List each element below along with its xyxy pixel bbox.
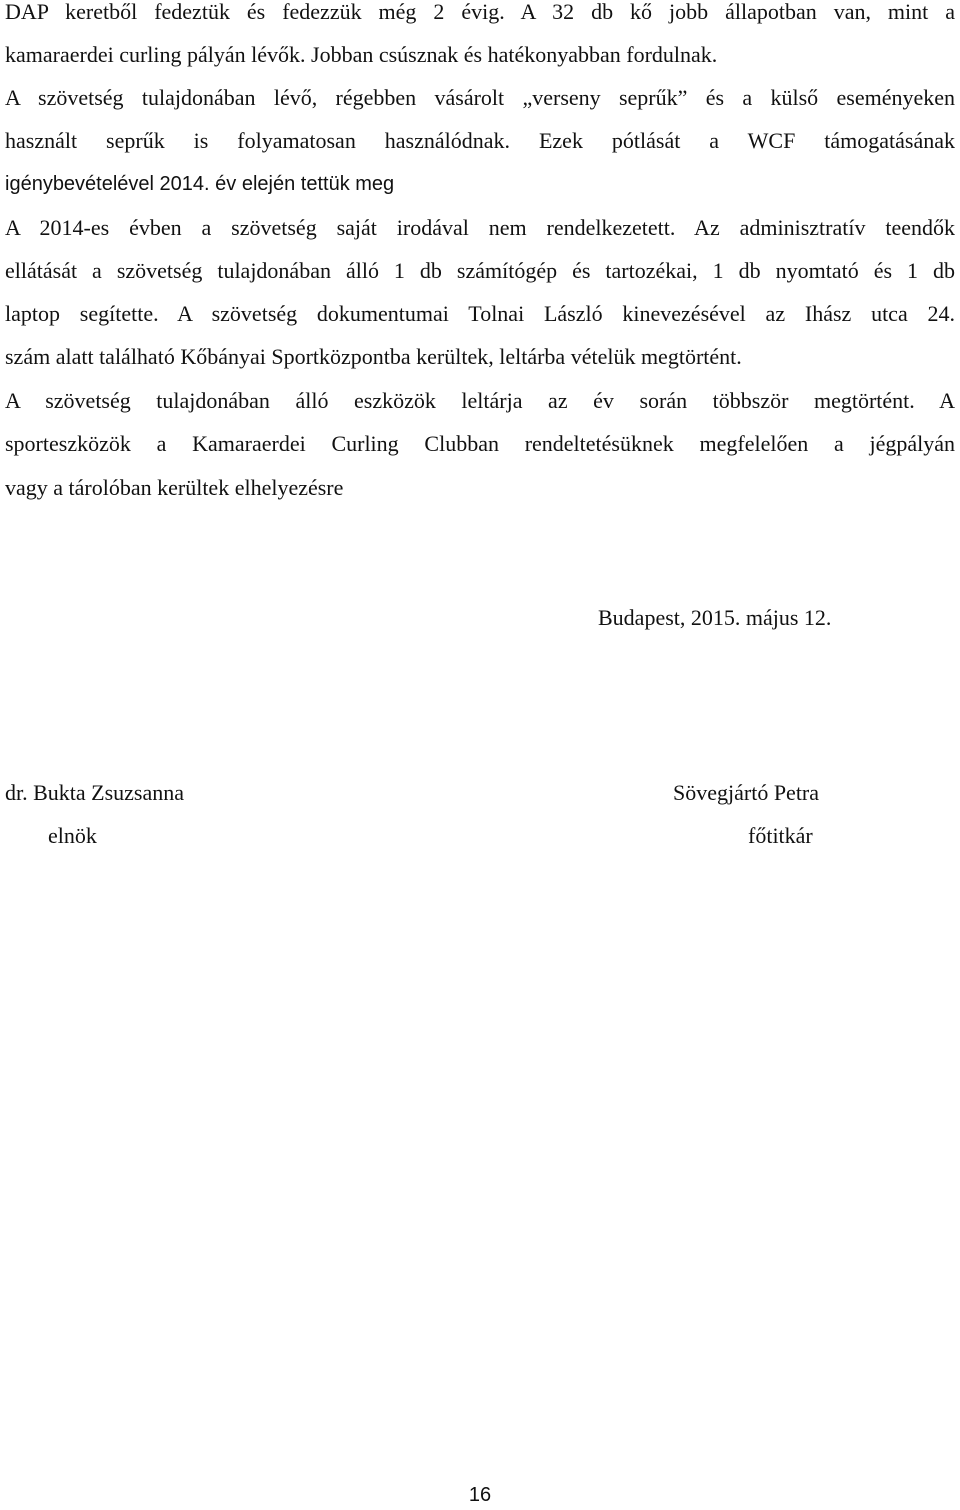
page-number: 16	[468, 1484, 492, 1506]
body-line-1: DAP keretből fedeztük és fedezzük még 2 évig. A 32 db kő jobb állapotban van, mint a	[5, 0, 955, 24]
body-line-12: vagy a tárolóban kerültek elhelyezésre	[5, 475, 344, 500]
body-line-9: szám alatt található Kőbányai Sportközpontba kerültek, leltárba vételük megtörtént.	[5, 344, 742, 369]
body-line-6: A 2014-es évben a szövetség saját irodával nem rendelkezetett. Az adminisztratív teendők	[5, 215, 955, 240]
signature-left-name: dr. Bukta Zsuzsanna	[5, 780, 185, 805]
body-line-10: A szövetség tulajdonában álló eszközök leltárja az év során többször megtörtént. A	[5, 388, 955, 413]
signature-right-name: Sövegjártó Petra	[673, 780, 820, 805]
signature-right-role: főtitkár	[748, 823, 813, 848]
signature-left-role: elnök	[48, 823, 97, 848]
body-line-4: használt seprűk is folyamatosan használódnak. Ezek pótlását a WCF támogatásának	[5, 128, 955, 153]
body-line-11: sporteszközök a Kamaraerdei Curling Clubban rendeltetésüknek megfelelően a jégpályán	[5, 431, 955, 456]
body-line-8: laptop segítette. A szövetség dokumentumai Tolnai László kinevezésével az Ihász utca 24.	[5, 301, 955, 326]
place-date: Budapest, 2015. május 12.	[598, 605, 832, 630]
body-line-7: ellátását a szövetség tulajdonában álló 1 db számítógép és tartozékai, 1 db nyomtató és 1 db	[5, 258, 955, 283]
body-line-2: kamaraerdei curling pályán lévők. Jobban csúsznak és hatékonyabban fordulnak.	[5, 42, 718, 67]
body-line-5: igénybevételével 2014. év elején tettük meg	[5, 173, 395, 195]
body-line-3: A szövetség tulajdonában lévő, régebben vásárolt „verseny seprűk” és a külső eseményeken	[5, 85, 955, 110]
